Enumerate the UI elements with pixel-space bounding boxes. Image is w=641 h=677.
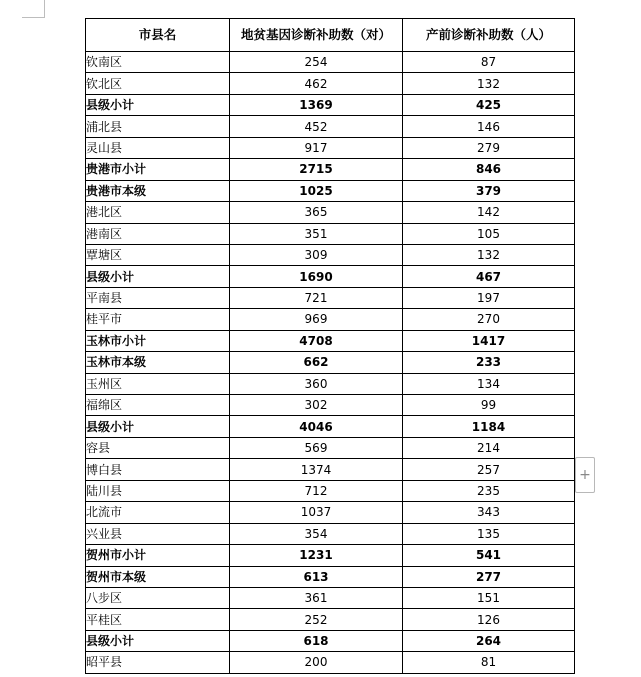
table-row: [86, 545, 575, 566]
table-row: [86, 395, 575, 416]
cell-gene-count: 351: [230, 223, 403, 244]
table-row: [86, 94, 575, 115]
cell-gene-count: 4046: [230, 416, 403, 437]
cell-county-name: 平南县: [86, 287, 230, 308]
cell-county-name: 县级小计: [86, 416, 230, 437]
table-row: [86, 437, 575, 458]
table-row: [86, 202, 575, 223]
table-row: [86, 330, 575, 351]
cell-prenatal-count: 87: [403, 52, 575, 73]
cell-county-name: 博白县: [86, 459, 230, 480]
cell-prenatal-count: 146: [403, 116, 575, 137]
cell-gene-count: 662: [230, 352, 403, 373]
cell-prenatal-count: 467: [403, 266, 575, 287]
cell-county-name: 平桂区: [86, 609, 230, 630]
table-row: [86, 116, 575, 137]
table-row: [86, 159, 575, 180]
cell-county-name: 兴业县: [86, 523, 230, 544]
cell-prenatal-count: 233: [403, 352, 575, 373]
cell-gene-count: 1690: [230, 266, 403, 287]
cell-prenatal-count: 105: [403, 223, 575, 244]
cell-county-name: 桂平市: [86, 309, 230, 330]
cell-prenatal-count: 343: [403, 502, 575, 523]
cell-county-name: 县级小计: [86, 94, 230, 115]
table-row: [86, 287, 575, 308]
table-row: [86, 266, 575, 287]
header-county-name: 市县名: [86, 19, 230, 52]
cell-gene-count: 969: [230, 309, 403, 330]
table-row: [86, 566, 575, 587]
table-row: [86, 244, 575, 265]
cell-prenatal-count: 425: [403, 94, 575, 115]
cell-prenatal-count: 214: [403, 437, 575, 458]
table-row: [86, 652, 575, 673]
cell-county-name: 覃塘区: [86, 244, 230, 265]
cell-gene-count: 452: [230, 116, 403, 137]
table-row: [86, 523, 575, 544]
cell-gene-count: 712: [230, 480, 403, 501]
cell-gene-count: 1374: [230, 459, 403, 480]
cell-prenatal-count: 277: [403, 566, 575, 587]
table-row: [86, 352, 575, 373]
cell-county-name: 玉州区: [86, 373, 230, 394]
table-row: [86, 180, 575, 201]
cell-prenatal-count: 270: [403, 309, 575, 330]
page-corner-mark: [22, 0, 45, 18]
cell-prenatal-count: 197: [403, 287, 575, 308]
cell-county-name: 县级小计: [86, 266, 230, 287]
cell-gene-count: 721: [230, 287, 403, 308]
cell-gene-count: 365: [230, 202, 403, 223]
cell-county-name: 贵港市本级: [86, 180, 230, 201]
cell-prenatal-count: 132: [403, 244, 575, 265]
cell-prenatal-count: 132: [403, 73, 575, 94]
cell-county-name: 昭平县: [86, 652, 230, 673]
table-row: [86, 52, 575, 73]
cell-gene-count: 361: [230, 587, 403, 608]
table-row: [86, 502, 575, 523]
table-header-row: [86, 19, 575, 52]
cell-prenatal-count: 257: [403, 459, 575, 480]
header-gene-diagnosis: 地贫基因诊断补助数（对）: [230, 19, 403, 52]
cell-county-name: 浦北县: [86, 116, 230, 137]
table-row: [86, 223, 575, 244]
cell-county-name: 福绵区: [86, 395, 230, 416]
cell-county-name: 钦南区: [86, 52, 230, 73]
cell-gene-count: 252: [230, 609, 403, 630]
cell-prenatal-count: 135: [403, 523, 575, 544]
cell-county-name: 港北区: [86, 202, 230, 223]
cell-county-name: 县级小计: [86, 630, 230, 651]
table-row: [86, 73, 575, 94]
cell-gene-count: 462: [230, 73, 403, 94]
subsidy-table: [85, 18, 575, 674]
cell-prenatal-count: 379: [403, 180, 575, 201]
cell-prenatal-count: 1184: [403, 416, 575, 437]
cell-prenatal-count: 1417: [403, 330, 575, 351]
table-row: [86, 630, 575, 651]
cell-prenatal-count: 134: [403, 373, 575, 394]
cell-prenatal-count: 142: [403, 202, 575, 223]
cell-gene-count: 569: [230, 437, 403, 458]
cell-county-name: 贺州市本级: [86, 566, 230, 587]
add-row-button[interactable]: [575, 457, 595, 493]
cell-county-name: 陆川县: [86, 480, 230, 501]
cell-gene-count: 254: [230, 52, 403, 73]
cell-prenatal-count: 541: [403, 545, 575, 566]
cell-gene-count: 4708: [230, 330, 403, 351]
table-row: [86, 137, 575, 158]
cell-prenatal-count: 126: [403, 609, 575, 630]
cell-county-name: 灵山县: [86, 137, 230, 158]
cell-gene-count: 1025: [230, 180, 403, 201]
cell-gene-count: 200: [230, 652, 403, 673]
cell-county-name: 贺州市小计: [86, 545, 230, 566]
cell-county-name: 八步区: [86, 587, 230, 608]
cell-gene-count: 917: [230, 137, 403, 158]
table-row: [86, 480, 575, 501]
cell-gene-count: 1369: [230, 94, 403, 115]
cell-gene-count: 618: [230, 630, 403, 651]
table-row: [86, 416, 575, 437]
cell-county-name: 容县: [86, 437, 230, 458]
cell-prenatal-count: 99: [403, 395, 575, 416]
plus-icon: +: [579, 467, 591, 483]
cell-gene-count: 309: [230, 244, 403, 265]
table-row: [86, 373, 575, 394]
cell-gene-count: 302: [230, 395, 403, 416]
table-row: [86, 609, 575, 630]
cell-prenatal-count: 279: [403, 137, 575, 158]
table-body: [86, 52, 575, 674]
cell-prenatal-count: 846: [403, 159, 575, 180]
cell-county-name: 玉林市本级: [86, 352, 230, 373]
cell-gene-count: 360: [230, 373, 403, 394]
cell-gene-count: 354: [230, 523, 403, 544]
header-prenatal-diagnosis: 产前诊断补助数（人）: [403, 19, 575, 52]
cell-county-name: 港南区: [86, 223, 230, 244]
cell-county-name: 钦北区: [86, 73, 230, 94]
cell-gene-count: 1231: [230, 545, 403, 566]
cell-prenatal-count: 264: [403, 630, 575, 651]
cell-prenatal-count: 151: [403, 587, 575, 608]
cell-gene-count: 2715: [230, 159, 403, 180]
cell-county-name: 玉林市小计: [86, 330, 230, 351]
table-row: [86, 459, 575, 480]
cell-prenatal-count: 235: [403, 480, 575, 501]
cell-county-name: 贵港市小计: [86, 159, 230, 180]
cell-county-name: 北流市: [86, 502, 230, 523]
table-row: [86, 309, 575, 330]
cell-gene-count: 613: [230, 566, 403, 587]
cell-prenatal-count: 81: [403, 652, 575, 673]
cell-gene-count: 1037: [230, 502, 403, 523]
table-row: [86, 587, 575, 608]
